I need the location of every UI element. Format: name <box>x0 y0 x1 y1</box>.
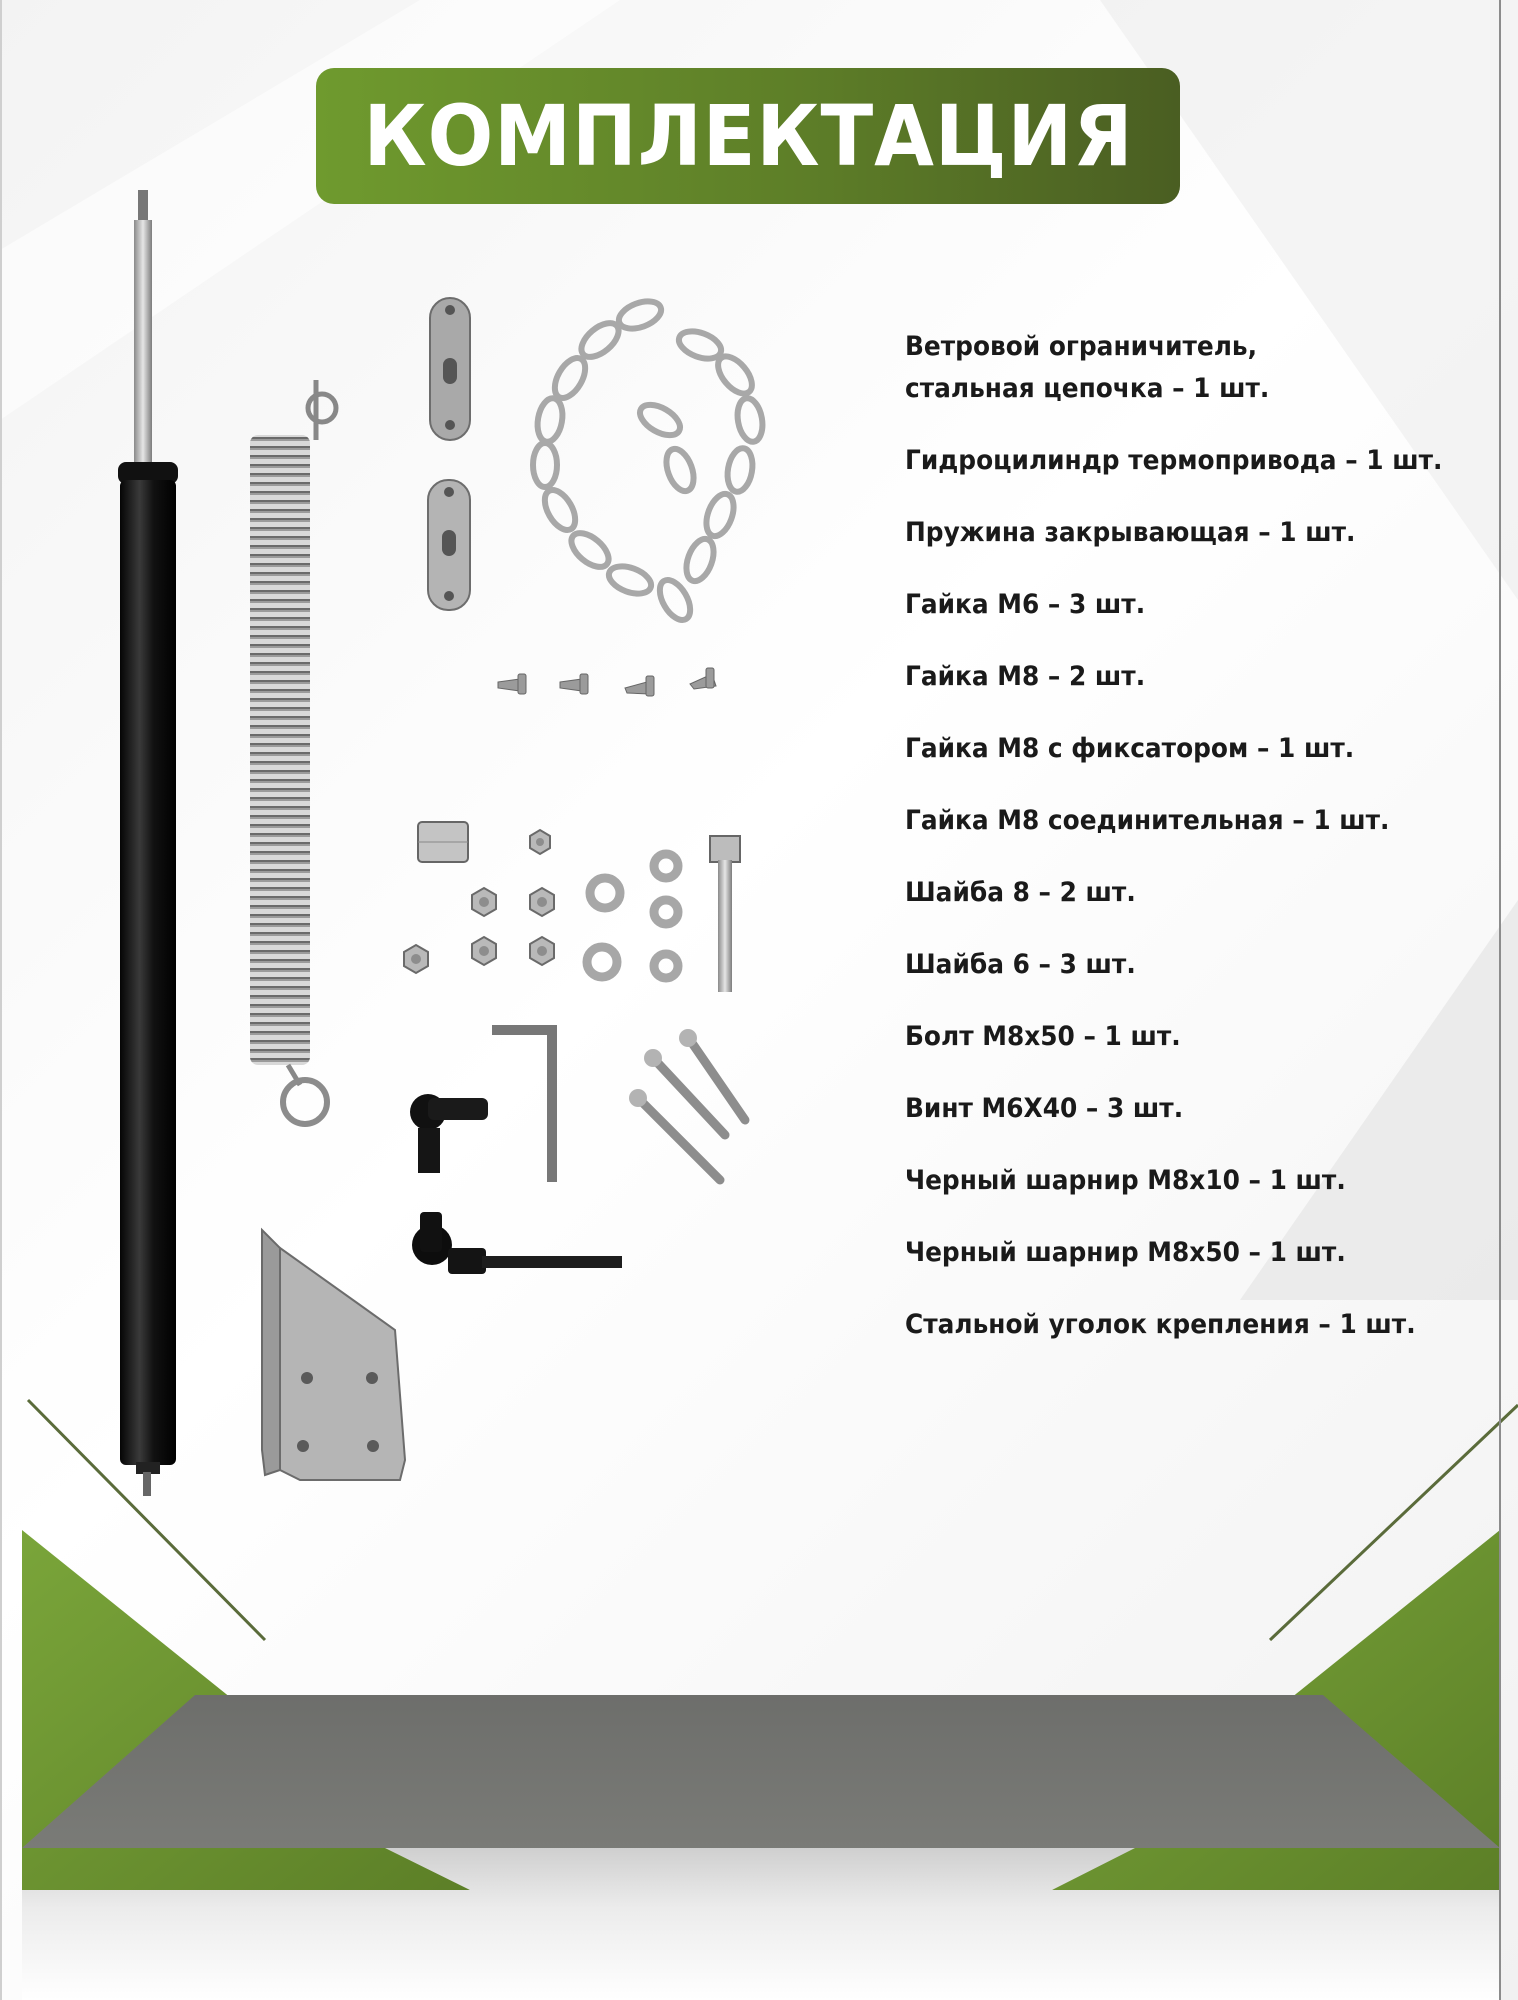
contents-list <box>905 326 1489 1376</box>
list-item: Шайба 8 – 2 шт. <box>905 877 1136 908</box>
list-item: Шайба 6 – 3 шт. <box>905 949 1136 980</box>
list-item: Пружина закрывающая – 1 шт. <box>905 517 1356 548</box>
hex-key-image <box>492 1030 552 1182</box>
chain-image <box>533 296 766 625</box>
list-item: Болт М8х50 – 1 шт. <box>905 1021 1181 1052</box>
plate-image <box>428 298 470 610</box>
list-item: Черный шарнир М8х10 – 1 шт. <box>905 1165 1346 1196</box>
list-item: Стальной уголок крепления – 1 шт. <box>905 1309 1416 1340</box>
page-title: КОМПЛЕКТАЦИЯ <box>362 87 1134 185</box>
list-item: Гайка М6 – 3 шт. <box>905 589 1146 620</box>
list-item: Гайка М8 с фиксатором – 1 шт. <box>905 733 1355 764</box>
list-item-line: стальная цепочка – 1 шт. <box>905 373 1270 404</box>
list-item-line: Ветровой ограничитель, <box>905 331 1258 362</box>
bracket-image <box>262 1230 405 1480</box>
hardware-image <box>404 822 740 992</box>
screws-m6-image <box>629 1029 745 1180</box>
list-item: Гайка М8 соединительная – 1 шт. <box>905 805 1390 836</box>
ball-joint-long-image <box>412 1212 622 1274</box>
ball-joint-short-image <box>410 1094 488 1173</box>
list-item <box>905 326 1442 440</box>
list-item: Черный шарнир М8х50 – 1 шт. <box>905 1237 1346 1268</box>
screw-small-image <box>498 668 716 696</box>
spring-image <box>250 380 336 1124</box>
list-item: Винт М6Х40 – 3 шт. <box>905 1093 1184 1124</box>
list-item: Гайка М8 – 2 шт. <box>905 661 1146 692</box>
gas-cylinder-image <box>118 190 178 1496</box>
list-item: Гидроцилиндр термопривода – 1 шт. <box>905 445 1443 476</box>
